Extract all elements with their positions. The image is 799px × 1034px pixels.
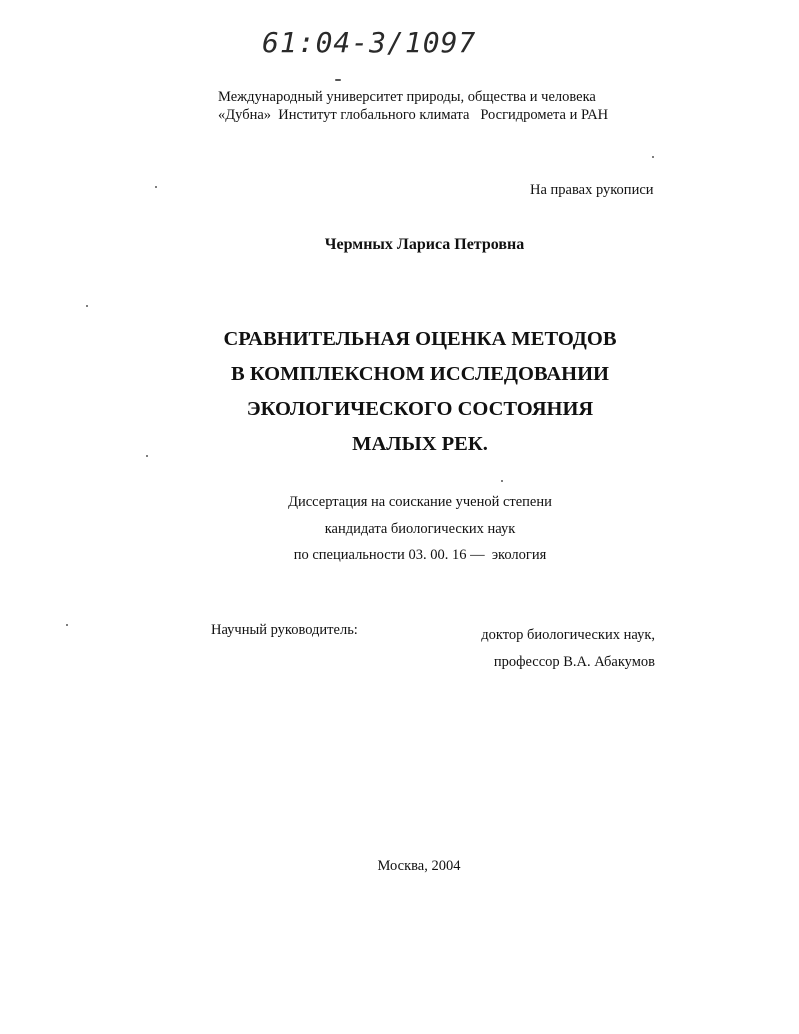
title-line-1: СРАВНИТЕЛЬНАЯ ОЦЕНКА МЕТОДОВ <box>223 328 617 350</box>
title-line-3: ЭКОЛОГИЧЕСКОГО СОСТОЯНИЯ <box>246 398 594 420</box>
title-line-4: МАЛЫХ РЕК. <box>352 433 488 455</box>
scan-speck <box>86 305 88 307</box>
dissertation-title <box>0 322 799 462</box>
degree-line-3: по специальности 03. 00. 16 — экология <box>293 547 547 563</box>
scan-speck <box>66 624 68 626</box>
supervisor-label: Научный руководитель: <box>211 622 358 638</box>
archive-stamp: 61:04-3/1097 <box>262 26 477 59</box>
degree-statement <box>0 489 799 569</box>
scan-speck <box>652 156 654 158</box>
scan-speck <box>146 455 148 457</box>
scan-speck <box>155 186 157 188</box>
institution-line-2: «Дубна» Институт глобального климата Росгидромета и РАН <box>218 107 609 123</box>
rights-notice: На правах рукописи <box>530 182 654 198</box>
supervisor-name: профессор В.А. Абакумов <box>493 653 655 670</box>
scan-speck <box>501 480 503 482</box>
scan-speck <box>335 79 341 81</box>
supervisor-details <box>470 622 655 675</box>
supervisor-degree: доктор биологических наук, <box>481 627 655 643</box>
institution-line-1: Международный университет природы, общества и человека <box>218 89 596 105</box>
city-year: Москва, 2004 <box>377 858 461 874</box>
degree-line-2: кандидата биологических наук <box>324 520 516 537</box>
author-name: Чермных Лариса Петровна <box>324 236 525 253</box>
title-line-2: В КОМПЛЕКСНОМ ИССЛЕДОВАНИИ <box>231 363 609 385</box>
degree-line-1: Диссертация на соискание ученой степени <box>288 494 552 510</box>
